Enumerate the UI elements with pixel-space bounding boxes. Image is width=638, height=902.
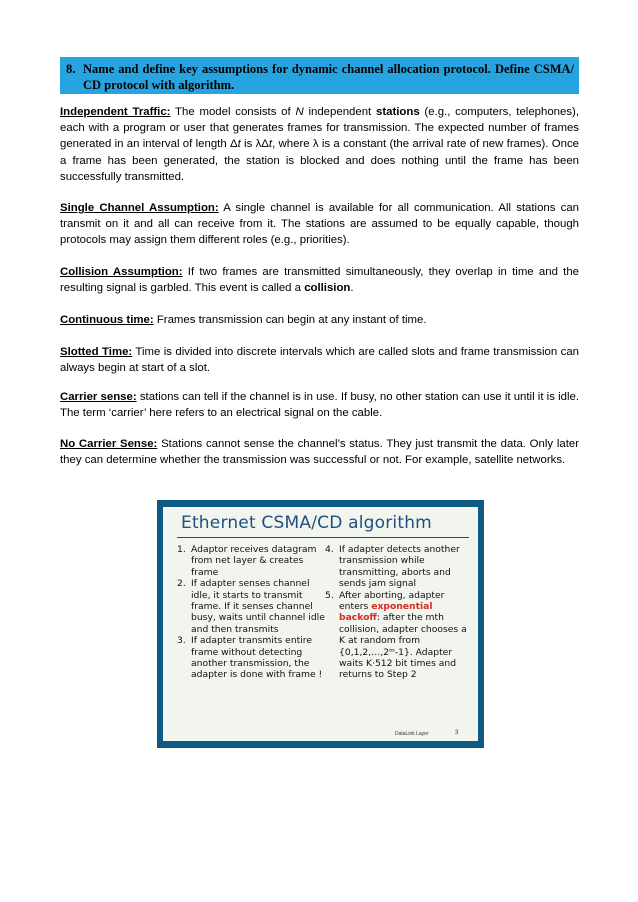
title-divider [177, 537, 469, 538]
slide-page-number: 3 [455, 730, 459, 736]
slide-step-1: 1. Adaptor receives datagram from net layer & creates frame [177, 544, 317, 578]
question-text: Name and define key assumptions for dynamic channel allocation protocol. Define CSMA/ CD protocol with algorithm. [83, 62, 574, 92]
slotted-time-paragraph: Slotted Time: Time is divided into discrete intervals which are called slots and frame transmission can always begin at start of a slot. [60, 346, 579, 375]
independent-traffic-term: Independent Traffic: [60, 106, 171, 118]
continuous-time-term: Continuous time: [60, 314, 154, 326]
slide-step-2: 2. If adapter senses channel idle, it starts to transmit frame. If it senses channel busy, waits until channel idle and then transmits [177, 578, 325, 635]
no-carrier-sense-paragraph: No Carrier Sense: Stations cannot sense the channel’s status. They just transmit the data. Only later they can determine whether the transmission was successful or not. For example, satellite networks. [60, 438, 579, 467]
slide-content [163, 507, 478, 741]
carrier-sense-paragraph: Carrier sense: stations can tell if the channel is in use. If busy, no other station can use it until it is idle. The term ‘carrier’ here refers to an electrical signal on the cable. [60, 391, 579, 420]
exponential-backoff-highlight: exponential backoff [339, 601, 433, 624]
carrier-sense-term: Carrier sense: [60, 391, 137, 403]
slide-steps-left [177, 544, 325, 681]
collision-term: Collision Assumption: [60, 266, 183, 278]
continuous-time-paragraph: Continuous time: Frames transmission can begin at any instant of time. [60, 314, 427, 326]
collision-paragraph: Collision Assumption: If two frames are transmitted simultaneously, they overlap in time and the resulting signal is garbled. This event is called a collision. [60, 266, 579, 295]
slide-step-4: 4. If adapter detects another transmission while transmitting, aborts and sends jam signal [325, 544, 460, 590]
slide-step-3: 3. If adapter transmits entire frame without detecting another transmission, the adapter is done with frame ! [177, 635, 323, 681]
slide-steps-right [325, 544, 475, 681]
independent-traffic-paragraph: Independent Traffic: The model consists of N independent stations (e.g., computers, telephones), each with a program or user that generates frames for transmission. The expected number of frames generated in an interval of length Δt is λΔt, where λ is a constant (the arrival rate of new frames). Once a frame has been generated, the station is blocked and does nothing until the frame has been successfully transmitted. [60, 106, 579, 183]
slide-footer-label: DataLink Layer [395, 731, 429, 737]
question-number: 8. [66, 62, 76, 76]
single-channel-term: Single Channel Assumption: [60, 202, 219, 214]
slide-step-5: 5. After aborting, adapter enters exponential backoff: after the mth collision, adapter chooses a K at random from {0,1,2,…,2ᵐ-1}. Adapter waits K·512 bit times and returns to Step 2 [325, 589, 467, 681]
question-heading [60, 57, 579, 94]
no-carrier-sense-term: No Carrier Sense: [60, 438, 158, 450]
csma-cd-slide-image [157, 500, 484, 748]
slotted-time-term: Slotted Time: [60, 346, 133, 358]
single-channel-paragraph: Single Channel Assumption: A single channel is available for all communication. All stations can transmit on it and all can receive from it. The stations are assumed to be equally capable, though protocols may assign them different roles (e.g., priorities). [60, 202, 580, 247]
slide-title: Ethernet CSMA/CD algorithm [181, 513, 432, 533]
